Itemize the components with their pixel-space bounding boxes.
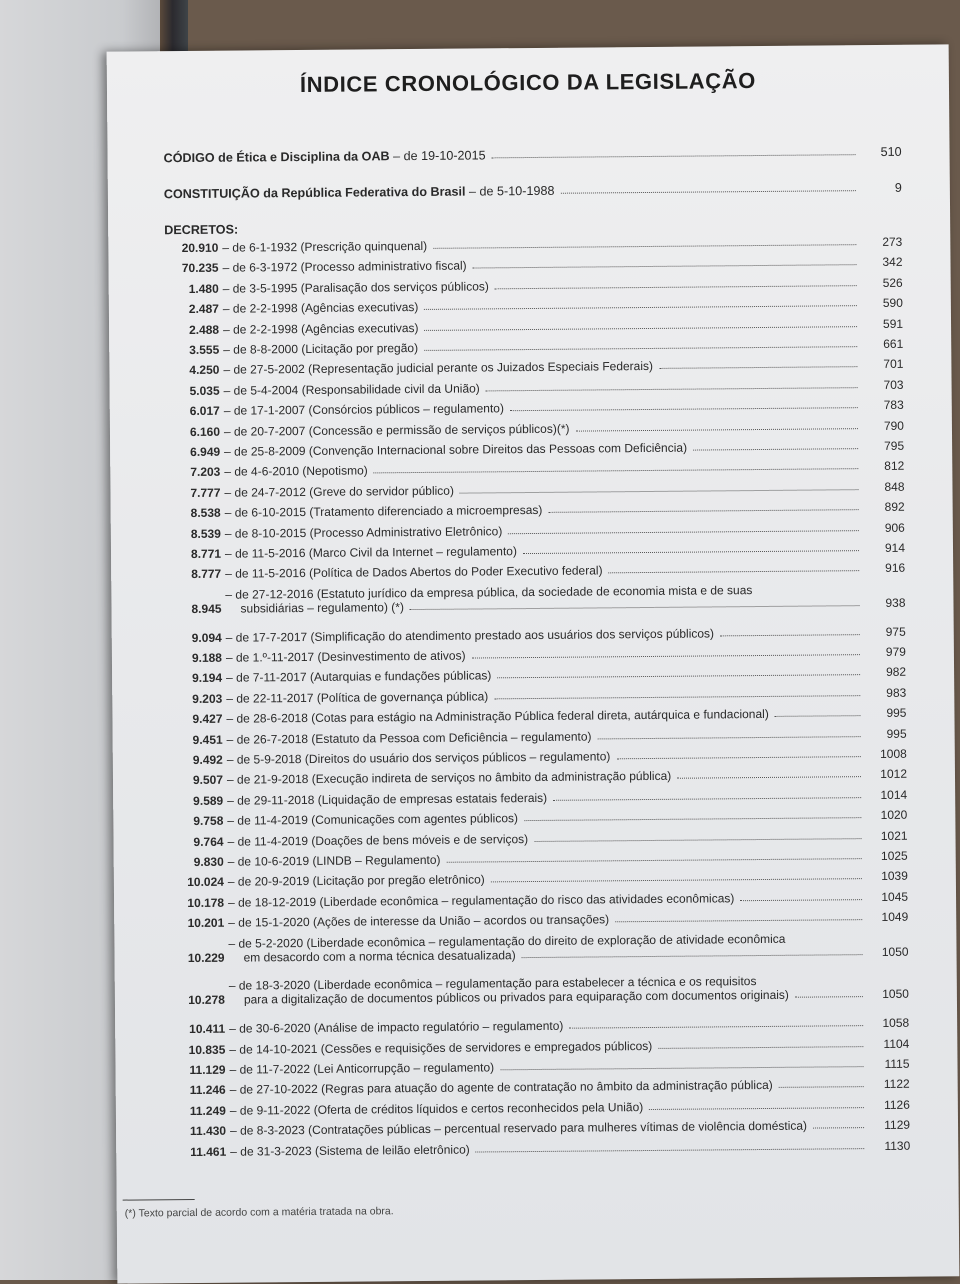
- leader-dots: [659, 367, 857, 370]
- decreto-row: [166, 398, 904, 418]
- decreto-description: – de 7-11-2017 (Autarquias e fundações públicas): [226, 668, 492, 686]
- decreto-number: 70.235: [181, 261, 219, 276]
- page-number: 914: [884, 540, 906, 555]
- leader-dots: [523, 550, 859, 554]
- leader-dots: [813, 1127, 864, 1128]
- page-number: 916: [885, 561, 906, 576]
- decreto-row: [167, 520, 905, 540]
- decreto-row: [166, 439, 904, 459]
- decreto-body: [226, 1118, 870, 1138]
- decreto-row: [167, 541, 905, 561]
- page-number: 526: [882, 275, 903, 290]
- decreto-body: [221, 500, 865, 520]
- leader-dots: [495, 285, 857, 289]
- decreto-number: 8.539: [190, 526, 221, 541]
- decreto-number: 6.160: [189, 424, 221, 439]
- decreto-row: [166, 459, 904, 479]
- decreto-description: – de 22-11-2017 (Política de governança pública): [226, 689, 489, 706]
- decreto-row: [171, 1036, 909, 1056]
- leader-dots: [658, 1046, 863, 1049]
- decreto-description: – de 6-1-1932 (Prescrição quinquenal): [222, 238, 428, 255]
- page-number: 1050: [882, 987, 909, 1002]
- decreto-number: 9.830: [193, 854, 224, 869]
- decreto-body: [226, 1098, 870, 1118]
- leader-dots: [548, 509, 858, 513]
- decreto-number: 9.427: [192, 711, 223, 727]
- page-number: 510: [880, 144, 902, 159]
- decreto-body: [224, 931, 868, 965]
- leader-dots: [524, 817, 861, 821]
- leader-dots: [492, 154, 856, 158]
- decreto-description: – de 20-9-2019 (Licitação por pregão eletrônico): [227, 872, 485, 890]
- leader-dots: [740, 899, 862, 901]
- page-number: 892: [884, 499, 905, 515]
- leader-dots: [693, 448, 858, 450]
- decreto-description: – de 20-7-2007 (Concessão e permissão de serviços públicos)(*): [223, 421, 570, 439]
- decreto-row: [170, 890, 908, 910]
- decreto-number: 9.764: [193, 834, 224, 849]
- decreto-body: [219, 317, 863, 337]
- page-number: 1122: [883, 1077, 910, 1092]
- decreto-body: [219, 357, 863, 377]
- decreto-row: [169, 788, 907, 808]
- decreto-description: – de 24-7-2012 (Greve do servidor público): [224, 483, 455, 500]
- decreto-number: 9.451: [192, 732, 223, 747]
- leader-dots: [476, 1148, 865, 1152]
- decreto-body: [223, 829, 867, 849]
- decreto-number: 8.771: [190, 546, 222, 561]
- page-number: 1021: [880, 828, 908, 843]
- decreto-row: [169, 828, 907, 848]
- decreto-row: [168, 665, 906, 685]
- decreto-description: – de 8-10-2015 (Processo Administrativo Eletrônico): [224, 523, 503, 541]
- decreto-description: – de 11-7-2022 (Lei Anticorrupção – regulamento): [229, 1060, 495, 1077]
- leader-dots: [779, 1087, 864, 1089]
- decreto-row: [170, 910, 908, 930]
- decreto-description: – de 17-7-2017 (Simplificação do atendimento prestado aos usuários dos serviços públicos): [225, 626, 715, 645]
- decreto-row: [165, 316, 903, 336]
- decreto-description: – de 8-8-2000 (Licitação por pregão): [223, 340, 419, 357]
- page-number: 342: [882, 255, 903, 270]
- decreto-description: – de 31-3-2023 (Sistema de leilão eletrônico): [230, 1142, 470, 1159]
- decreto-body: [220, 459, 864, 479]
- index-entry: [164, 181, 902, 201]
- decreto-body: [222, 645, 866, 665]
- decreto-description: – de 25-8-2009 (Convenção Internacional sobre Direitos das Pessoas com Deficiência): [224, 440, 688, 459]
- decreto-row: [171, 1057, 909, 1077]
- decreto-row: [165, 357, 903, 377]
- decreto-row: [168, 645, 906, 665]
- leader-dots: [500, 1066, 863, 1070]
- decreto-row: [169, 747, 907, 767]
- page-number: 1130: [884, 1138, 911, 1153]
- page-number: 1129: [884, 1117, 911, 1133]
- decreto-body: [225, 1037, 869, 1057]
- leader-dots: [473, 265, 857, 269]
- page-number: 1104: [883, 1036, 910, 1051]
- entry-title: [164, 148, 486, 165]
- decreto-description: – de 8-3-2023 (Contratações públicas – percentual reservado para mulheres vítimas de violência doméstica): [230, 1118, 808, 1138]
- page-number: 9: [894, 180, 902, 195]
- page-number: 983: [886, 685, 907, 700]
- decreto-body: [223, 747, 867, 767]
- page-number: 1126: [883, 1097, 910, 1112]
- index-entry: [164, 145, 902, 165]
- decreto-number: 11.246: [189, 1083, 226, 1098]
- leader-dots: [534, 838, 861, 842]
- decreto-row: [164, 235, 902, 255]
- decreto-number: 5.035: [189, 383, 220, 398]
- decreto-body: [220, 398, 864, 418]
- decreto-description: – de 18-3-2020 (Liberdade econômica – regulamentação para estabelecer a técnica e os requisitos: [228, 974, 757, 994]
- leader-dots: [553, 797, 861, 801]
- page-number: 1008: [880, 746, 907, 761]
- page-number: 982: [885, 665, 907, 680]
- leader-dots: [720, 634, 860, 636]
- decreto-number: 10.178: [187, 895, 225, 910]
- leader-dots: [424, 305, 857, 310]
- decreto-description: – de 5-4-2004 (Responsabilidade civil da União): [223, 381, 480, 398]
- page-number: 790: [883, 418, 904, 433]
- page-number: 1020: [880, 807, 908, 823]
- decreto-description: – de 1.º-11-2017 (Desinvestimento de ativos): [225, 648, 466, 665]
- decreto-body: [222, 686, 866, 706]
- decreto-number: 11.129: [189, 1062, 226, 1078]
- decreto-description: – de 30-6-2020 (Análise de impacto regulatório – regulamento): [229, 1018, 564, 1036]
- decreto-row: [169, 726, 907, 746]
- decreto-number: 11.249: [189, 1103, 226, 1118]
- leader-dots: [649, 1107, 864, 1110]
- page-number: 1012: [880, 767, 908, 782]
- decreto-row: [168, 706, 906, 726]
- leader-dots: [460, 489, 859, 493]
- page-number: 1025: [880, 848, 908, 863]
- decreto-description: – de 2-2-1998 (Agências executivas): [222, 300, 419, 316]
- index-page: [107, 44, 960, 1283]
- decreto-body: [225, 1016, 869, 1036]
- page-number: 1058: [882, 1015, 910, 1031]
- decreto-description: – de 27-10-2022 (Regras para atuação do agente de contratação no âmbito da administração pública): [229, 1078, 773, 1098]
- decreto-row: [167, 500, 905, 520]
- decreto-number: 10.411: [189, 1021, 226, 1037]
- decreto-description: – de 28-6-2018 (Cotas para estágio na Administração Pública federal direta, autárquica e fundacional): [226, 707, 769, 726]
- decreto-body: [219, 337, 863, 357]
- decreto-body: [221, 561, 865, 581]
- decreto-number: 10.278: [188, 993, 225, 1008]
- entry-name: CONSTITUIÇÃO da República Federativa do Brasil: [163, 184, 466, 202]
- decreto-number: 9.188: [191, 650, 222, 665]
- decreto-body: [220, 480, 864, 500]
- decreto-body: [222, 665, 866, 685]
- footnote-rule: [123, 1199, 195, 1201]
- decreto-number: 3.555: [189, 342, 220, 357]
- decreto-body: [219, 296, 863, 316]
- decreto-description: – de 18-12-2019 (Liberdade econômica – regulamentação do risco das atividades econômicas): [228, 891, 735, 910]
- decreto-row: [172, 1138, 910, 1158]
- decreto-row: [165, 337, 903, 357]
- decreto-description: – de 11-4-2019 (Comunicações com agentes públicos): [227, 811, 519, 828]
- decreto-number: 20.910: [181, 240, 219, 256]
- decreto-description: – de 10-6-2019 (LINDB – Regulamento): [227, 852, 441, 869]
- decreto-number: 11.430: [189, 1123, 227, 1139]
- page-title: ÍNDICE CRONOLÓGICO DA LEGISLAÇÃO: [299, 68, 756, 98]
- decreto-body: [224, 869, 868, 889]
- decreto-description: – de 5-9-2018 (Direitos do usuário dos serviços públicos – regulamento): [226, 749, 611, 767]
- page-number: 1039: [881, 869, 908, 884]
- decreto-row: [170, 849, 908, 869]
- page-number: 812: [884, 459, 905, 474]
- decreto-description: – de 26-7-2018 (Estatuto da Pessoa com Deficiência – regulamento): [226, 729, 592, 747]
- page-number: 701: [883, 357, 904, 372]
- decreto-body: [220, 439, 864, 459]
- decreto-body: [221, 521, 865, 541]
- decreto-number: 7.203: [190, 465, 221, 480]
- decreto-number: 9.507: [192, 773, 224, 788]
- decreto-description: – de 3-5-1995 (Paralisação dos serviços públicos): [222, 279, 489, 296]
- decreto-number: 10.201: [187, 915, 225, 931]
- leader-dots: [497, 675, 860, 679]
- page-number: 1014: [880, 787, 908, 802]
- decreto-row: [166, 378, 904, 398]
- decreto-row: [172, 1118, 910, 1138]
- decreto-description: – de 9-11-2022 (Oferta de créditos líquidos e certos reconhecidos pela União): [229, 1099, 644, 1118]
- decreto-description: – de 14-10-2021 (Cessões e requisições de servidores e empregados públicos): [229, 1038, 653, 1057]
- decreto-body: [225, 1057, 869, 1077]
- decreto-number: 9.094: [191, 630, 222, 645]
- decreto-body: [219, 276, 863, 296]
- decreto-body: [224, 849, 868, 869]
- page-number: 995: [886, 726, 907, 741]
- decreto-row: [171, 973, 909, 1007]
- decreto-body: [221, 541, 865, 561]
- decreto-number: 9.758: [193, 813, 224, 829]
- decreto-row: [164, 255, 902, 275]
- leader-dots: [508, 530, 859, 534]
- leader-dots: [615, 919, 862, 922]
- decreto-description-cont: para a digitalização de documentos públicos ou privados para equiparação com documentos originais): [243, 988, 789, 1007]
- page-number: 906: [884, 520, 905, 535]
- page-number: 661: [883, 336, 904, 351]
- decreto-number: 6.017: [189, 403, 220, 419]
- leader-dots: [775, 715, 861, 717]
- decreto-number: 1.480: [188, 281, 219, 296]
- leader-dots: [425, 326, 858, 331]
- footnote: (*) Texto parcial de acordo com a matéria tratada na obra.: [124, 1205, 394, 1220]
- decreto-body: [221, 582, 865, 616]
- decreto-row: [166, 418, 904, 438]
- leader-dots: [472, 654, 860, 658]
- entry-title: [164, 184, 555, 201]
- decreto-body: [225, 973, 869, 1007]
- decreto-description: – de 27-12-2016 (Estatuto jurídico da empresa pública, da sociedade de economia mista e de suas: [225, 582, 753, 602]
- decreto-row: [167, 582, 905, 616]
- page-number: 995: [886, 705, 907, 721]
- decreto-body: [218, 256, 862, 276]
- decreto-number: 6.949: [190, 444, 221, 459]
- leader-dots: [424, 346, 857, 351]
- page-number: 1045: [881, 889, 909, 904]
- decreto-number: 7.777: [190, 485, 221, 500]
- decreto-description: – de 5-2-2020 (Liberdade econômica – regulamentação do direito de exploração de atividade econômica: [228, 931, 786, 951]
- decreto-number: 10.024: [187, 875, 224, 890]
- decreto-body: [226, 1139, 870, 1159]
- decreto-body: [222, 625, 866, 645]
- leader-dots: [677, 777, 861, 780]
- decreto-row: [166, 480, 904, 500]
- decreto-body: [223, 727, 867, 747]
- decreto-body: [224, 910, 868, 930]
- decreto-body: [220, 378, 864, 398]
- decreto-number: 8.945: [191, 601, 222, 616]
- decreto-body: [220, 419, 864, 439]
- decreto-description: – de 2-2-1998 (Agências executivas): [223, 320, 419, 337]
- decreto-number: 2.487: [188, 301, 219, 317]
- entry-date: – de 19-10-2015: [389, 148, 486, 164]
- page-number: 1049: [881, 909, 909, 925]
- leader-dots: [609, 571, 860, 574]
- decreto-number: 10.229: [187, 950, 225, 965]
- decreto-row: [168, 624, 906, 644]
- decreto-body: [224, 890, 868, 910]
- decreto-description: – de 27-5-2002 (Representação judicial perante os Juizados Especiais Federais): [223, 359, 654, 378]
- decreto-description-cont: subsidiárias – regulamento) (*): [240, 599, 404, 616]
- decreto-row: [170, 869, 908, 889]
- decreto-row: [172, 1098, 910, 1118]
- page-number: 938: [885, 595, 906, 610]
- decreto-number: 11.461: [190, 1144, 227, 1159]
- page-number: 783: [883, 397, 904, 413]
- decreto-row: [171, 1016, 909, 1036]
- leader-dots: [616, 756, 860, 759]
- decreto-number: 9.492: [192, 752, 223, 767]
- leader-dots: [598, 736, 861, 739]
- decreto-description: – de 21-9-2018 (Execução indireta de serviços no âmbito da administração pública): [226, 769, 672, 788]
- decreto-row: [170, 930, 908, 964]
- leader-dots: [374, 469, 859, 474]
- leader-dots: [433, 244, 856, 249]
- page-number: 273: [882, 234, 903, 249]
- leader-dots: [510, 407, 858, 411]
- decreto-description-cont: em desacordo com a norma técnica desatualizada): [243, 947, 516, 965]
- decreto-description: – de 11-5-2016 (Marco Civil da Internet – regulamento): [224, 544, 518, 561]
- decreto-description: – de 6-10-2015 (Tratamento diferenciado a microempresas): [224, 503, 543, 520]
- decreto-description: – de 11-5-2016 (Política de Dados Abertos do Poder Executivo federal): [225, 563, 603, 582]
- decreto-body: [223, 808, 867, 828]
- decreto-number: 9.194: [192, 671, 223, 686]
- leader-dots: [795, 997, 863, 999]
- leader-dots: [522, 954, 863, 958]
- page-number: 1115: [884, 1056, 910, 1071]
- leader-dots: [560, 190, 855, 194]
- leader-dots: [494, 695, 860, 699]
- decreto-number: 9.589: [193, 793, 224, 808]
- decreto-number: 2.488: [188, 322, 220, 337]
- decreto-description: – de 4-6-2010 (Nepotismo): [224, 463, 368, 480]
- page-number: 848: [884, 479, 905, 494]
- leader-dots: [569, 1025, 863, 1029]
- decreto-row: [165, 276, 903, 296]
- leader-dots: [447, 858, 862, 863]
- page-number: 591: [882, 316, 904, 331]
- decreto-description: – de 15-1-2020 (Ações de interesse da União – acordos ou transações): [228, 912, 610, 930]
- leader-dots: [575, 428, 857, 431]
- leader-dots: [410, 605, 860, 610]
- page-number: 1050: [881, 944, 909, 959]
- decreto-row: [165, 296, 903, 316]
- decreto-row: [172, 1077, 910, 1097]
- decreto-row: [169, 808, 907, 828]
- decreto-row: [169, 767, 907, 787]
- decreto-description: – de 6-3-1972 (Processo administrativo fiscal): [222, 258, 467, 276]
- decreto-description: – de 11-4-2019 (Doações de bens móveis e de serviços): [227, 831, 529, 849]
- page-number: 590: [882, 295, 903, 311]
- page-number: 795: [884, 438, 905, 453]
- decreto-body: [222, 706, 866, 726]
- decretos-heading: DECRETOS:: [164, 222, 239, 238]
- decreto-body: [226, 1077, 870, 1097]
- decreto-description: – de 29-11-2018 (Liquidação de empresas estatais federais): [227, 790, 548, 808]
- decreto-number: 8.538: [190, 505, 221, 521]
- decreto-description: – de 17-1-2007 (Consórcios públicos – regulamento): [223, 401, 505, 418]
- decreto-body: [223, 767, 867, 787]
- decreto-number: 4.250: [189, 363, 220, 378]
- leader-dots: [486, 387, 858, 391]
- page-number: 975: [885, 624, 906, 639]
- decreto-number: 9.203: [192, 691, 223, 706]
- decreto-number: 8.777: [191, 567, 222, 582]
- leader-dots: [491, 879, 862, 883]
- decreto-row: [168, 686, 906, 706]
- decreto-number: 10.835: [188, 1042, 226, 1057]
- entry-date: – de 5-10-1988: [465, 183, 555, 199]
- entry-name: CÓDIGO de Ética e Disciplina da OAB: [163, 149, 390, 166]
- decreto-body: [223, 788, 867, 808]
- page-number: 979: [885, 644, 906, 659]
- decreto-row: [167, 561, 905, 581]
- decreto-body: [218, 235, 862, 255]
- page-number: 703: [883, 377, 904, 392]
